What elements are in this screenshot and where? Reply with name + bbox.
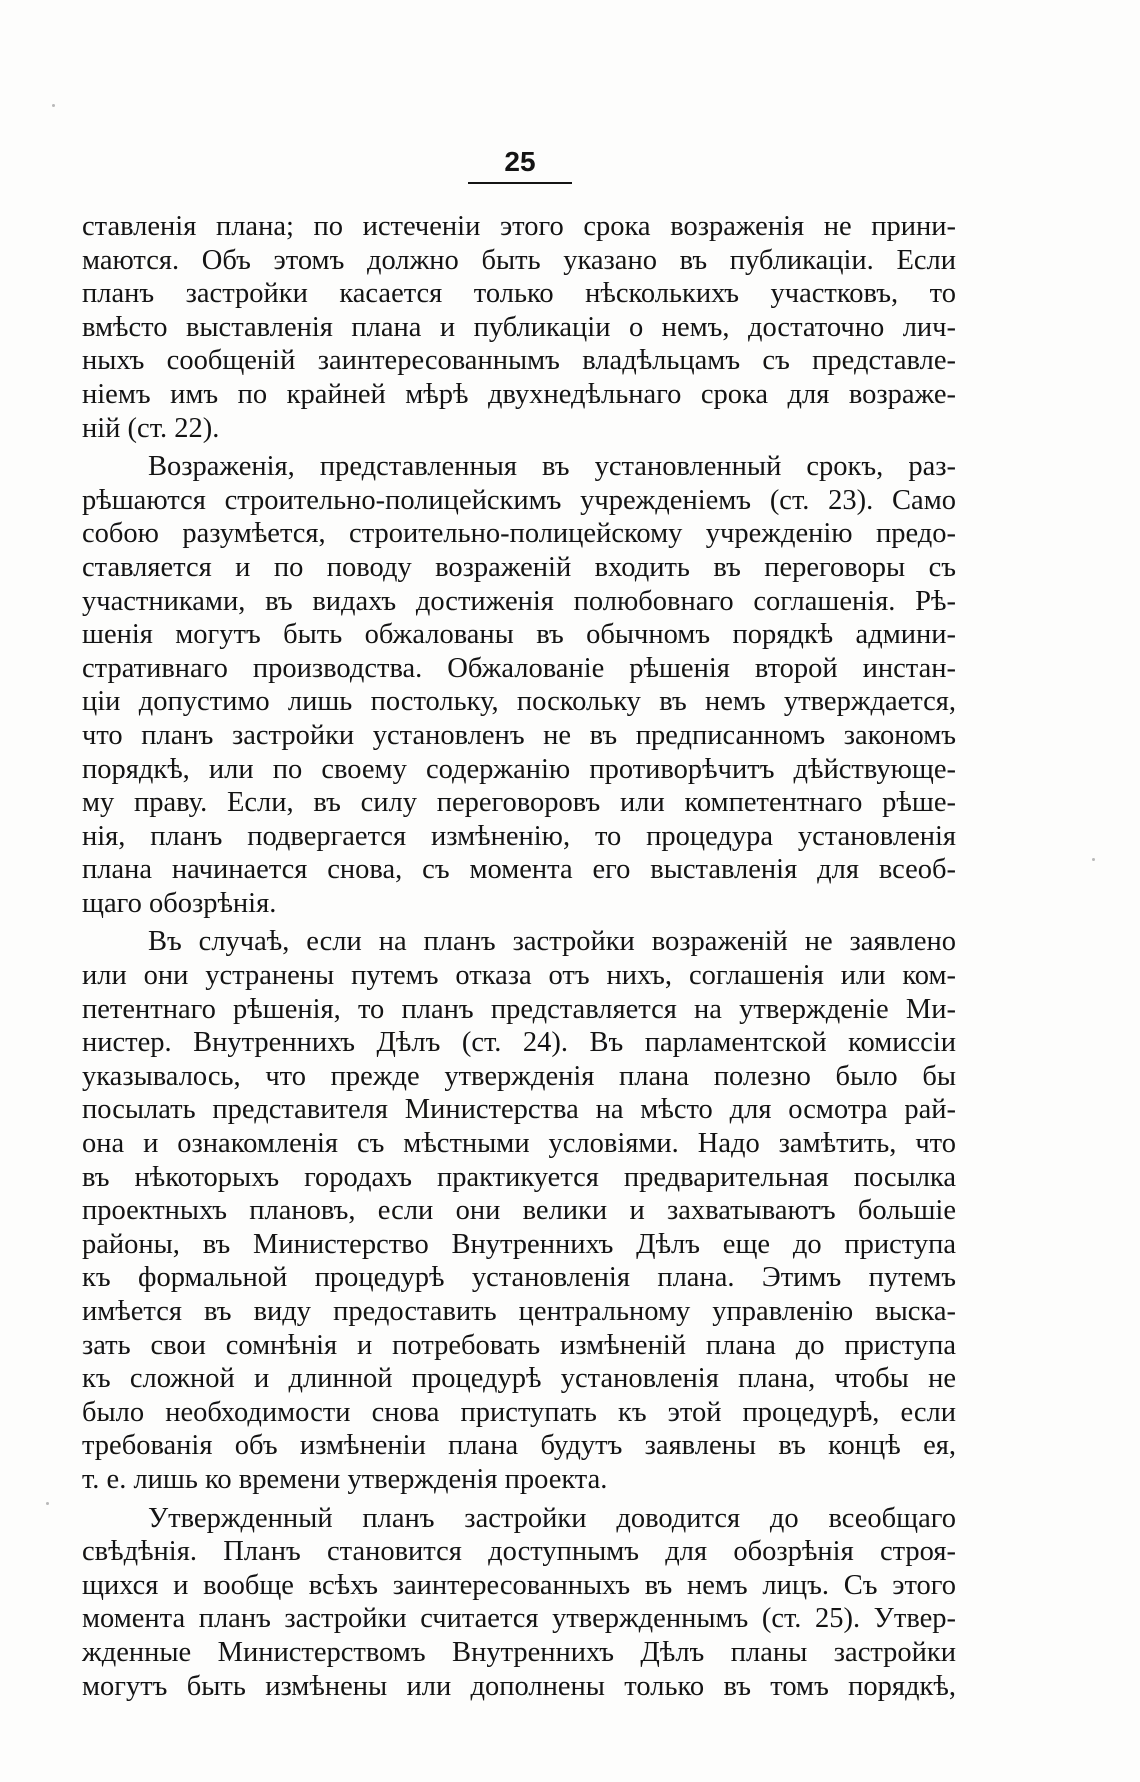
text-line: му праву. Если, въ силу переговоровъ или компетентнаго рѣше- bbox=[82, 787, 956, 819]
paragraph-first-line: Въ случаѣ, если на планъ застройки возраженій не заявлено bbox=[148, 926, 956, 958]
text-line: районы, въ Министерство Внутреннихъ Дѣлъ еще до приступа bbox=[82, 1228, 956, 1260]
paragraph-first-line: Возраженія, представленныя въ установленный срокъ, раз- bbox=[148, 451, 956, 483]
text-line: указывалось, что прежде утвержденія плана полезно было бы bbox=[82, 1060, 956, 1092]
text-line: къ формальной процедурѣ установленія плана. Этимъ путемъ bbox=[82, 1262, 956, 1294]
text-line: стративнаго производства. Обжалованіе рѣшенія второй инстан- bbox=[82, 652, 956, 684]
text-line: зать свои сомнѣнія и потребовать измѣненій плана до приступа bbox=[82, 1329, 956, 1361]
text-line: проектныхъ плановъ, если они велики и захватываютъ большіе bbox=[82, 1195, 956, 1227]
text-line: могутъ быть измѣнены или дополнены только въ томъ порядкѣ, bbox=[82, 1670, 956, 1702]
text-line: шенія могутъ быть обжалованы въ обычномъ порядкѣ админи- bbox=[82, 619, 956, 651]
text-line: свѣдѣнія. Планъ становится доступнымъ для обозрѣнія строя- bbox=[82, 1536, 956, 1568]
text-line: ціи допустимо лишь постольку, поскольку въ немъ утверждается, bbox=[82, 686, 956, 718]
text-line: рѣшаются строительно-полицейскимъ учрежденіемъ (ст. 23). Само bbox=[82, 484, 956, 516]
text-line: было необходимости снова приступать къ этой процедурѣ, если bbox=[82, 1396, 956, 1428]
text-line: маются. Объ этомъ должно быть указано въ публикаціи. Если bbox=[82, 244, 956, 276]
text-line: ставленія плана; по истеченіи этого срока возраженія не прини- bbox=[82, 211, 956, 242]
text-line: нистер. Внутреннихъ Дѣлъ (ст. 24). Въ парламентской комиссіи bbox=[82, 1027, 956, 1059]
text-line: жденные Министерствомъ Внутреннихъ Дѣлъ планы застройки bbox=[82, 1636, 956, 1668]
text-line: требованія объ измѣненіи плана будутъ заявлены въ концѣ ея, bbox=[82, 1430, 956, 1462]
text-line: нія, планъ подвергается измѣненію, то процедура установленія bbox=[82, 820, 956, 852]
text-line: ставляется и по поводу возраженій входить въ переговоры съ bbox=[82, 551, 956, 583]
text-line: плана начинается снова, съ момента его выставленія для всеоб- bbox=[82, 854, 956, 886]
text-line: ніемъ имъ по крайней мѣрѣ двухнедѣльнаго срока для возраже- bbox=[82, 378, 956, 410]
page-number: 25 bbox=[504, 146, 536, 177]
text-line: вмѣсто выставленія плана и публикаціи о немъ, достаточно лич- bbox=[82, 311, 956, 343]
text-line: имѣется въ виду предоставить центральному управленію выска- bbox=[82, 1296, 956, 1327]
scan-speck bbox=[52, 104, 55, 107]
text-line: участниками, въ видахъ достиженія полюбовнаго соглашенія. Рѣ- bbox=[82, 585, 956, 617]
text-line: момента планъ застройки считается утвержденнымъ (ст. 25). Утвер- bbox=[82, 1603, 956, 1635]
text-line: что планъ застройки установленъ не въ предписанномъ закономъ bbox=[82, 719, 956, 751]
text-line: она и ознакомленія съ мѣстными условіями. Надо замѣтить, что bbox=[82, 1128, 956, 1160]
text-line: ныхъ сообщеній заинтересованнымъ владѣльцамъ съ представле- bbox=[82, 345, 956, 377]
text-line: петентнаго рѣшенія, то планъ представляется на утвержденіе Ми- bbox=[82, 993, 956, 1025]
text-line: или они устранены путемъ отказа отъ нихъ, соглашенія или ком- bbox=[82, 960, 956, 992]
body-text bbox=[82, 210, 956, 1703]
paragraph-first-line: Утвержденный планъ застройки доводится до всеобщаго bbox=[148, 1502, 956, 1534]
text-line: ній (ст. 22). bbox=[82, 412, 220, 444]
scan-speck bbox=[46, 1502, 49, 1505]
text-line: порядкѣ, или по своему содержанію противорѣчитъ дѣйствующе- bbox=[82, 753, 956, 785]
text-line: щихся и вообще всѣхъ заинтересованныхъ въ немъ лицъ. Съ этого bbox=[82, 1569, 956, 1601]
text-line: т. е. лишь ко времени утвержденія проекта. bbox=[82, 1463, 608, 1495]
text-line: щаго обозрѣнія. bbox=[82, 887, 277, 919]
text-line: въ нѣкоторыхъ городахъ практикуется предварительная посылка bbox=[82, 1161, 956, 1193]
text-line: посылать представителя Министерства на мѣсто для осмотра рай- bbox=[82, 1094, 956, 1126]
text-line: собою разумѣется, строительно-полицейскому учрежденію предо- bbox=[82, 518, 956, 550]
page-number-rule bbox=[468, 182, 572, 184]
text-line: къ сложной и длинной процедурѣ установленія плана, чтобы не bbox=[82, 1363, 956, 1395]
scan-speck bbox=[1092, 858, 1095, 861]
text-line: планъ застройки касается только нѣсколькихъ участковъ, то bbox=[82, 278, 956, 310]
